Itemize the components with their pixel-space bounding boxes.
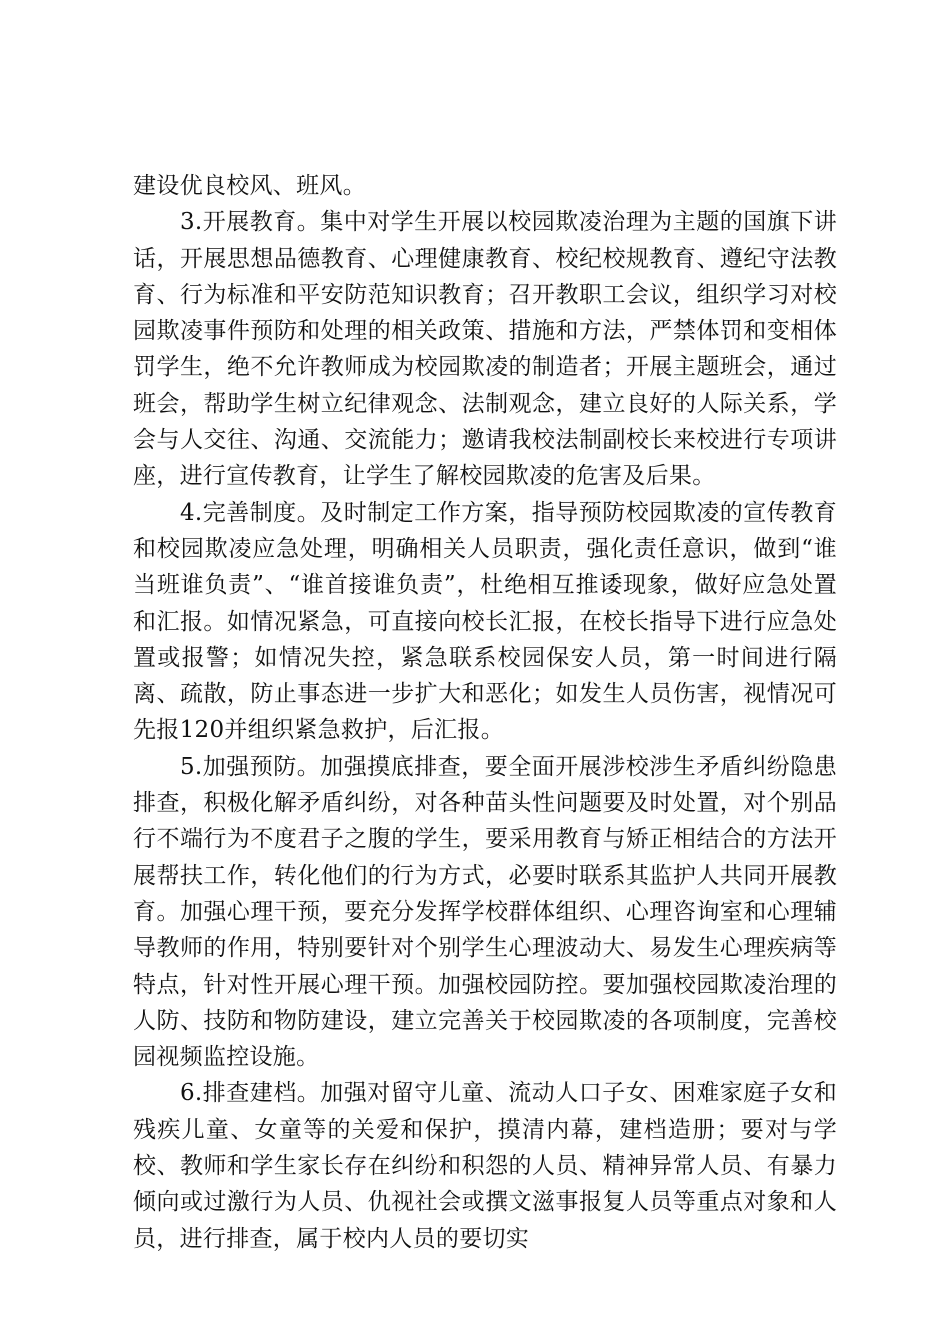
paragraph-3-education: 3.开展教育。集中对学生开展以校园欺凌治理为主题的国旗下讲话，开展思想品德教育、心理健康教育、校纪校规教育、遵纪守法教育、行为标准和平安防范知识教育；召开教职工会议，组织学习对校园欺凌事件预防和处理的相关政策、措施和方法，严禁体罚和变相体罚学生，绝不允许教师成为校园欺凌的制造者；开展主题班会，通过班会，帮助学生树立纪律观念、法制观念，建立良好的人际关系，学会与人交往、沟通、交流能力；邀请我校法制副校长来校进行专项讲座，进行宣传教育，让学生了解校园欺凌的危害及后果。 bbox=[133, 209, 837, 490]
paragraph-continuation: 建设优良校风、班风。 bbox=[133, 173, 366, 199]
paragraph-5-prevention: 5.加强预防。加强摸底排查，要全面开展涉校涉生矛盾纠纷隐患排查，积极化解矛盾纠纷，对各种苗头性问题要及时处置，对个别品行不端行为不度君子之腹的学生，要采用教育与矫正相结合的方法开展帮扶工作，转化他们的行为方式，必要时联系其监护人共同开展教育。加强心理干预，要充分发挥学校群体组织、心理咨询室和心理辅导教师的作用，特别要针对个别学生心理波动大、易发生心理疾病等特点，针对性开展心理干预。加强校园防控。要加强校园欺凌治理的人防、技防和物防建设，建立完善关于校园欺凌的各项制度，完善校园视频监控设施。 bbox=[133, 753, 837, 1071]
paragraph-4-system: 4.完善制度。及时制定工作方案，指导预防校园欺凌的宣传教育和校园欺凌应急处理，明确相关人员职责，强化责任意识，做到“谁当班谁负责”、“谁首接谁负责”，杜绝相互推诿现象，做好应急处置和汇报。如情况紧急，可直接向校长汇报，在校长指导下进行应急处置或报警；如情况失控，紧急联系校园保安人员，第一时间进行隔离、疏散，防止事态进一步扩大和恶化；如发生人员伤害，视情况可先报120并组织紧急救护，后汇报。 bbox=[133, 499, 837, 744]
paragraph-6-investigation: 6.排查建档。加强对留守儿童、流动人口子女、困难家庭子女和残疾儿童、女童等的关爱和保护，摸清内幕，建档造册；要对与学校、教师和学生家长存在纠纷和积怨的人员、精神异常人员、有暴力倾向或过激行为人员、仇视社会或撰文滋事报复人员等重点对象和人员，进行排查，属于校内人员的要切实 bbox=[133, 1080, 837, 1252]
document-body bbox=[133, 168, 837, 1257]
